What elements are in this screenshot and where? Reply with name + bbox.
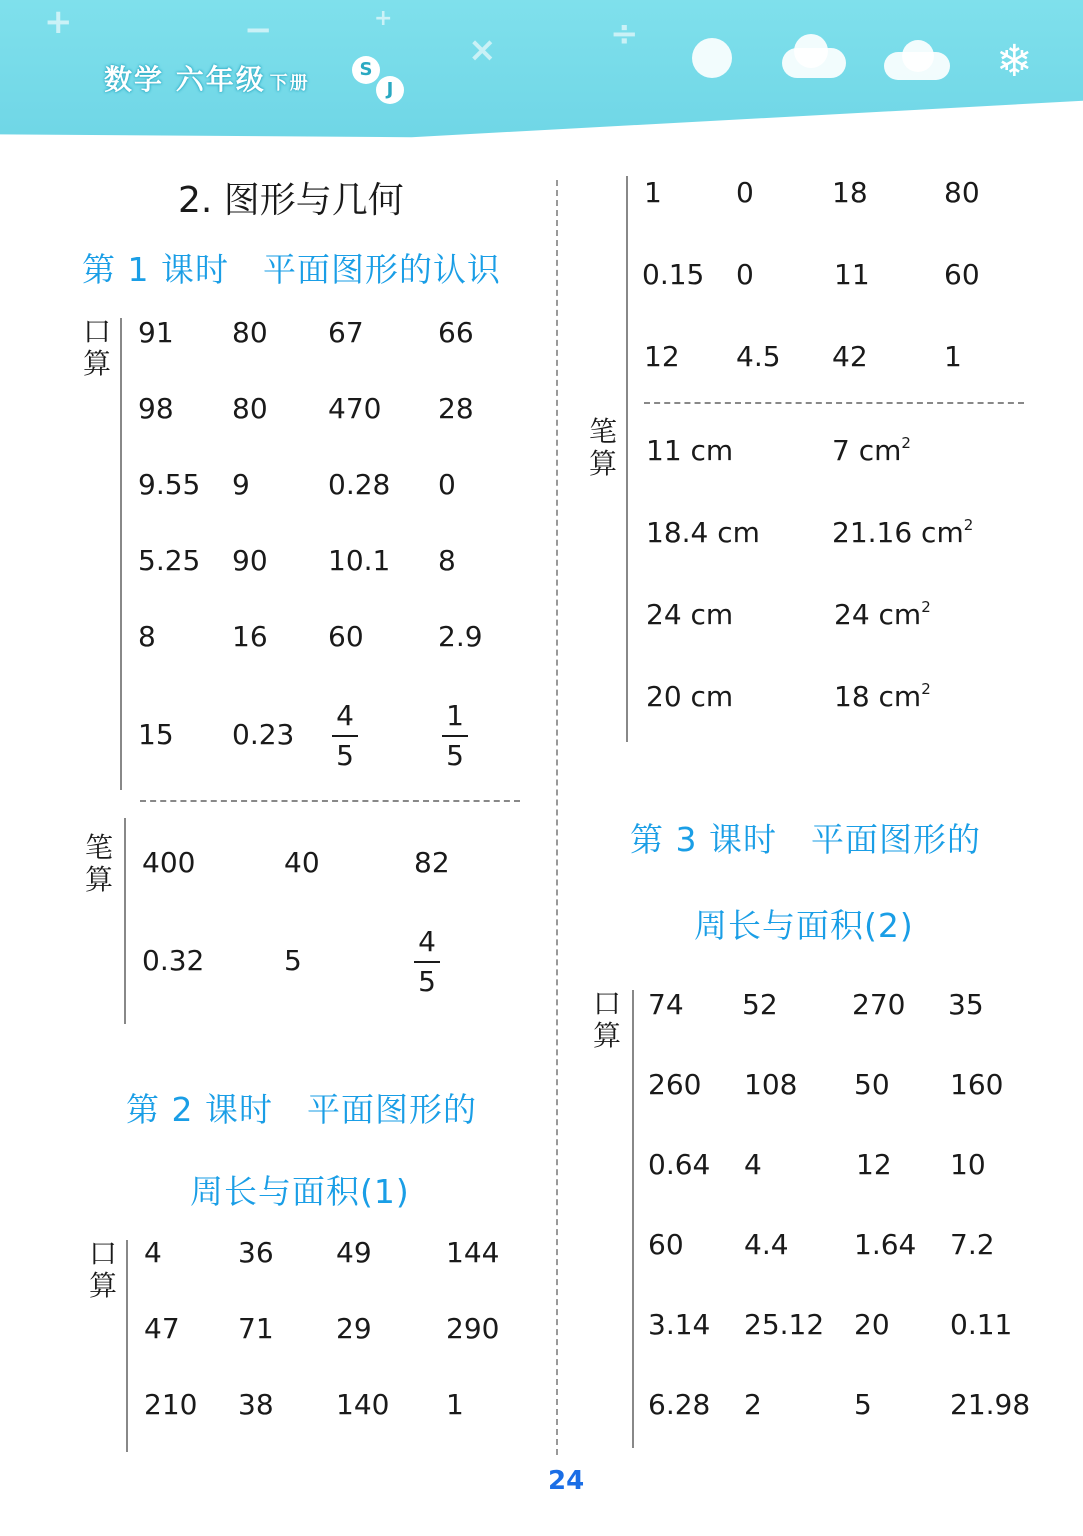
answer-cell: 50 (854, 1068, 890, 1101)
answer-cell: 10.1 (328, 544, 391, 577)
cloud-sun-icon (782, 34, 846, 80)
lesson1-written-rule (124, 818, 126, 1024)
lesson1-mental-label: 口算 (82, 315, 111, 380)
answer-cell: 35 (948, 988, 984, 1021)
answer-cell: 260 (648, 1068, 702, 1101)
answer-cell: 140 (336, 1388, 390, 1421)
fraction-answer (414, 926, 440, 998)
divide-decoration-icon: ÷ (610, 14, 639, 54)
answer-cell: 4 (744, 1148, 762, 1181)
lesson3-mental-label: 口算 (592, 987, 621, 1052)
answer-cell: 29 (336, 1312, 372, 1345)
answer-cell: 4.4 (744, 1228, 789, 1261)
answer-cell: 40 (284, 846, 320, 879)
column-divider (556, 180, 558, 1455)
answer-cell: 15 (138, 718, 174, 751)
lesson2-heading-line1: 第 2 课时 平面图形的 (126, 1090, 477, 1129)
fraction-numerator: 4 (418, 925, 436, 958)
answer-cell: 8 (438, 544, 456, 577)
answer-cell: 1.64 (854, 1228, 917, 1261)
page-number: 24 (548, 1466, 585, 1496)
answer-cell: 108 (744, 1068, 798, 1101)
answer-cell: 18.4 cm (646, 516, 760, 549)
answer-cell: 47 (144, 1312, 180, 1345)
answer-cell: 270 (852, 988, 906, 1021)
answer-cell: 82 (414, 846, 450, 879)
answer-cell: 38 (238, 1388, 274, 1421)
header-title (104, 58, 310, 98)
plus-decoration-icon: + (44, 2, 73, 42)
answer-cell: 144 (446, 1236, 500, 1269)
answer-cell: 20 (854, 1308, 890, 1341)
answer-cell: 91 (138, 316, 174, 349)
answer-cell: 24 cm (646, 598, 734, 631)
fraction-answer (332, 700, 358, 772)
header-subject: 数学 (104, 63, 165, 96)
answer-cell: 60 (648, 1228, 684, 1261)
answer-cell: 0.28 (328, 468, 391, 501)
lesson2-mental-label: 口算 (88, 1237, 117, 1302)
answer-cell: 98 (138, 392, 174, 425)
area-value: 18 cm (834, 680, 922, 713)
lesson3-mental-rule (632, 990, 634, 1448)
answer-cell: 60 (328, 620, 364, 653)
answer-cell: 80 (944, 176, 980, 209)
answer-cell: 0 (736, 176, 754, 209)
answer-cell: 210 (144, 1388, 198, 1421)
answer-cell: 74 (648, 988, 684, 1021)
answer-cell: 16 (232, 620, 268, 653)
answer-cell: 470 (328, 392, 382, 425)
answer-cell: 0.11 (950, 1308, 1013, 1341)
answer-cell: 9.55 (138, 468, 201, 501)
lesson2-mental-rule-cont (626, 176, 628, 742)
answer-cell: 10 (950, 1148, 986, 1181)
section-separator (140, 800, 520, 802)
snowflake-icon: ❄ (996, 36, 1033, 87)
answer-cell: 20 cm (646, 680, 734, 713)
fraction-numerator: 4 (336, 699, 354, 732)
answer-cell: 9 (232, 468, 250, 501)
lesson2-heading-line2: 周长与面积(1) (190, 1172, 410, 1211)
answer-cell: 11 (834, 258, 870, 291)
lesson1-written-label: 笔算 (84, 831, 113, 896)
answer-cell: 8 (138, 620, 156, 653)
badge-s: S (352, 56, 380, 84)
answer-cell: 7.2 (950, 1228, 995, 1261)
area-value: 24 cm (834, 598, 922, 631)
answer-cell: 2 (744, 1388, 762, 1421)
answer-cell: 1 (944, 340, 962, 373)
page-title: 2. 图形与几何 (178, 180, 404, 221)
answer-cell: 66 (438, 316, 474, 349)
area-answer-cell (834, 680, 931, 713)
area-exponent: 2 (963, 516, 974, 534)
answer-cell: 0.23 (232, 718, 295, 751)
answer-cell: 80 (232, 316, 268, 349)
answer-cell: 18 (832, 176, 868, 209)
answer-cell: 12 (856, 1148, 892, 1181)
lesson2-written-label: 笔算 (588, 415, 617, 480)
fraction-numerator: 1 (446, 699, 464, 732)
area-exponent: 2 (921, 598, 931, 616)
minus-decoration-icon: − (244, 10, 273, 50)
answer-cell: 36 (238, 1236, 274, 1269)
answer-cell: 0 (736, 258, 754, 291)
fraction-denominator: 5 (418, 965, 436, 998)
times-decoration-icon: × (468, 30, 497, 70)
fraction-answer (442, 700, 468, 772)
answer-cell: 0.64 (648, 1148, 711, 1181)
answer-cell: 5 (854, 1388, 872, 1421)
answer-cell: 290 (446, 1312, 500, 1345)
lesson3-heading-line1: 第 3 课时 平面图形的 (630, 820, 981, 859)
answer-cell: 1 (446, 1388, 464, 1421)
lesson1-mental-rule (120, 318, 122, 790)
answer-cell: 400 (142, 846, 196, 879)
area-value: 7 cm (832, 434, 902, 467)
answer-cell: 0.32 (142, 944, 205, 977)
answer-cell: 49 (336, 1236, 372, 1269)
area-value: 21.16 cm (832, 516, 964, 549)
answer-cell: 80 (232, 392, 268, 425)
answer-cell: 11 cm (646, 434, 734, 467)
header-grade: 六年级 (175, 63, 266, 96)
answer-cell: 6.28 (648, 1388, 711, 1421)
answer-cell: 160 (950, 1068, 1004, 1101)
section-separator (644, 402, 1024, 404)
area-answer-cell (834, 598, 931, 631)
cloud-rain-icon (884, 40, 950, 86)
sun-icon (692, 38, 732, 78)
answer-cell: 12 (644, 340, 680, 373)
answer-cell: 42 (832, 340, 868, 373)
area-answer-cell (832, 516, 973, 549)
answer-cell: 67 (328, 316, 364, 349)
answer-cell: 5.25 (138, 544, 201, 577)
answer-cell: 4 (144, 1236, 162, 1269)
answer-cell: 0 (438, 468, 456, 501)
lesson1-heading: 第 1 课时 平面图形的认识 (82, 250, 501, 289)
answer-cell: 1 (644, 176, 662, 209)
area-exponent: 2 (921, 680, 931, 698)
answer-cell: 25.12 (744, 1308, 825, 1341)
answer-cell: 5 (284, 944, 302, 977)
answer-cell: 3.14 (648, 1308, 711, 1341)
lesson3-heading-line2: 周长与面积(2) (694, 906, 914, 945)
answer-cell: 60 (944, 258, 980, 291)
answer-cell: 21.98 (950, 1388, 1031, 1421)
answer-cell: 2.9 (438, 620, 483, 653)
area-answer-cell (832, 434, 911, 467)
answer-cell: 28 (438, 392, 474, 425)
answer-cell: 71 (238, 1312, 274, 1345)
answer-cell: 0.15 (642, 258, 705, 291)
answer-cell: 4.5 (736, 340, 781, 373)
header-volume: 下册 (269, 73, 310, 94)
lesson2-mental-rule (126, 1240, 128, 1452)
fraction-denominator: 5 (336, 739, 354, 772)
answer-cell: 52 (742, 988, 778, 1021)
plus-small-decoration-icon: + (374, 6, 393, 31)
area-exponent: 2 (901, 434, 911, 452)
badge-j: J (376, 76, 404, 104)
answer-cell: 90 (232, 544, 268, 577)
fraction-denominator: 5 (446, 739, 464, 772)
